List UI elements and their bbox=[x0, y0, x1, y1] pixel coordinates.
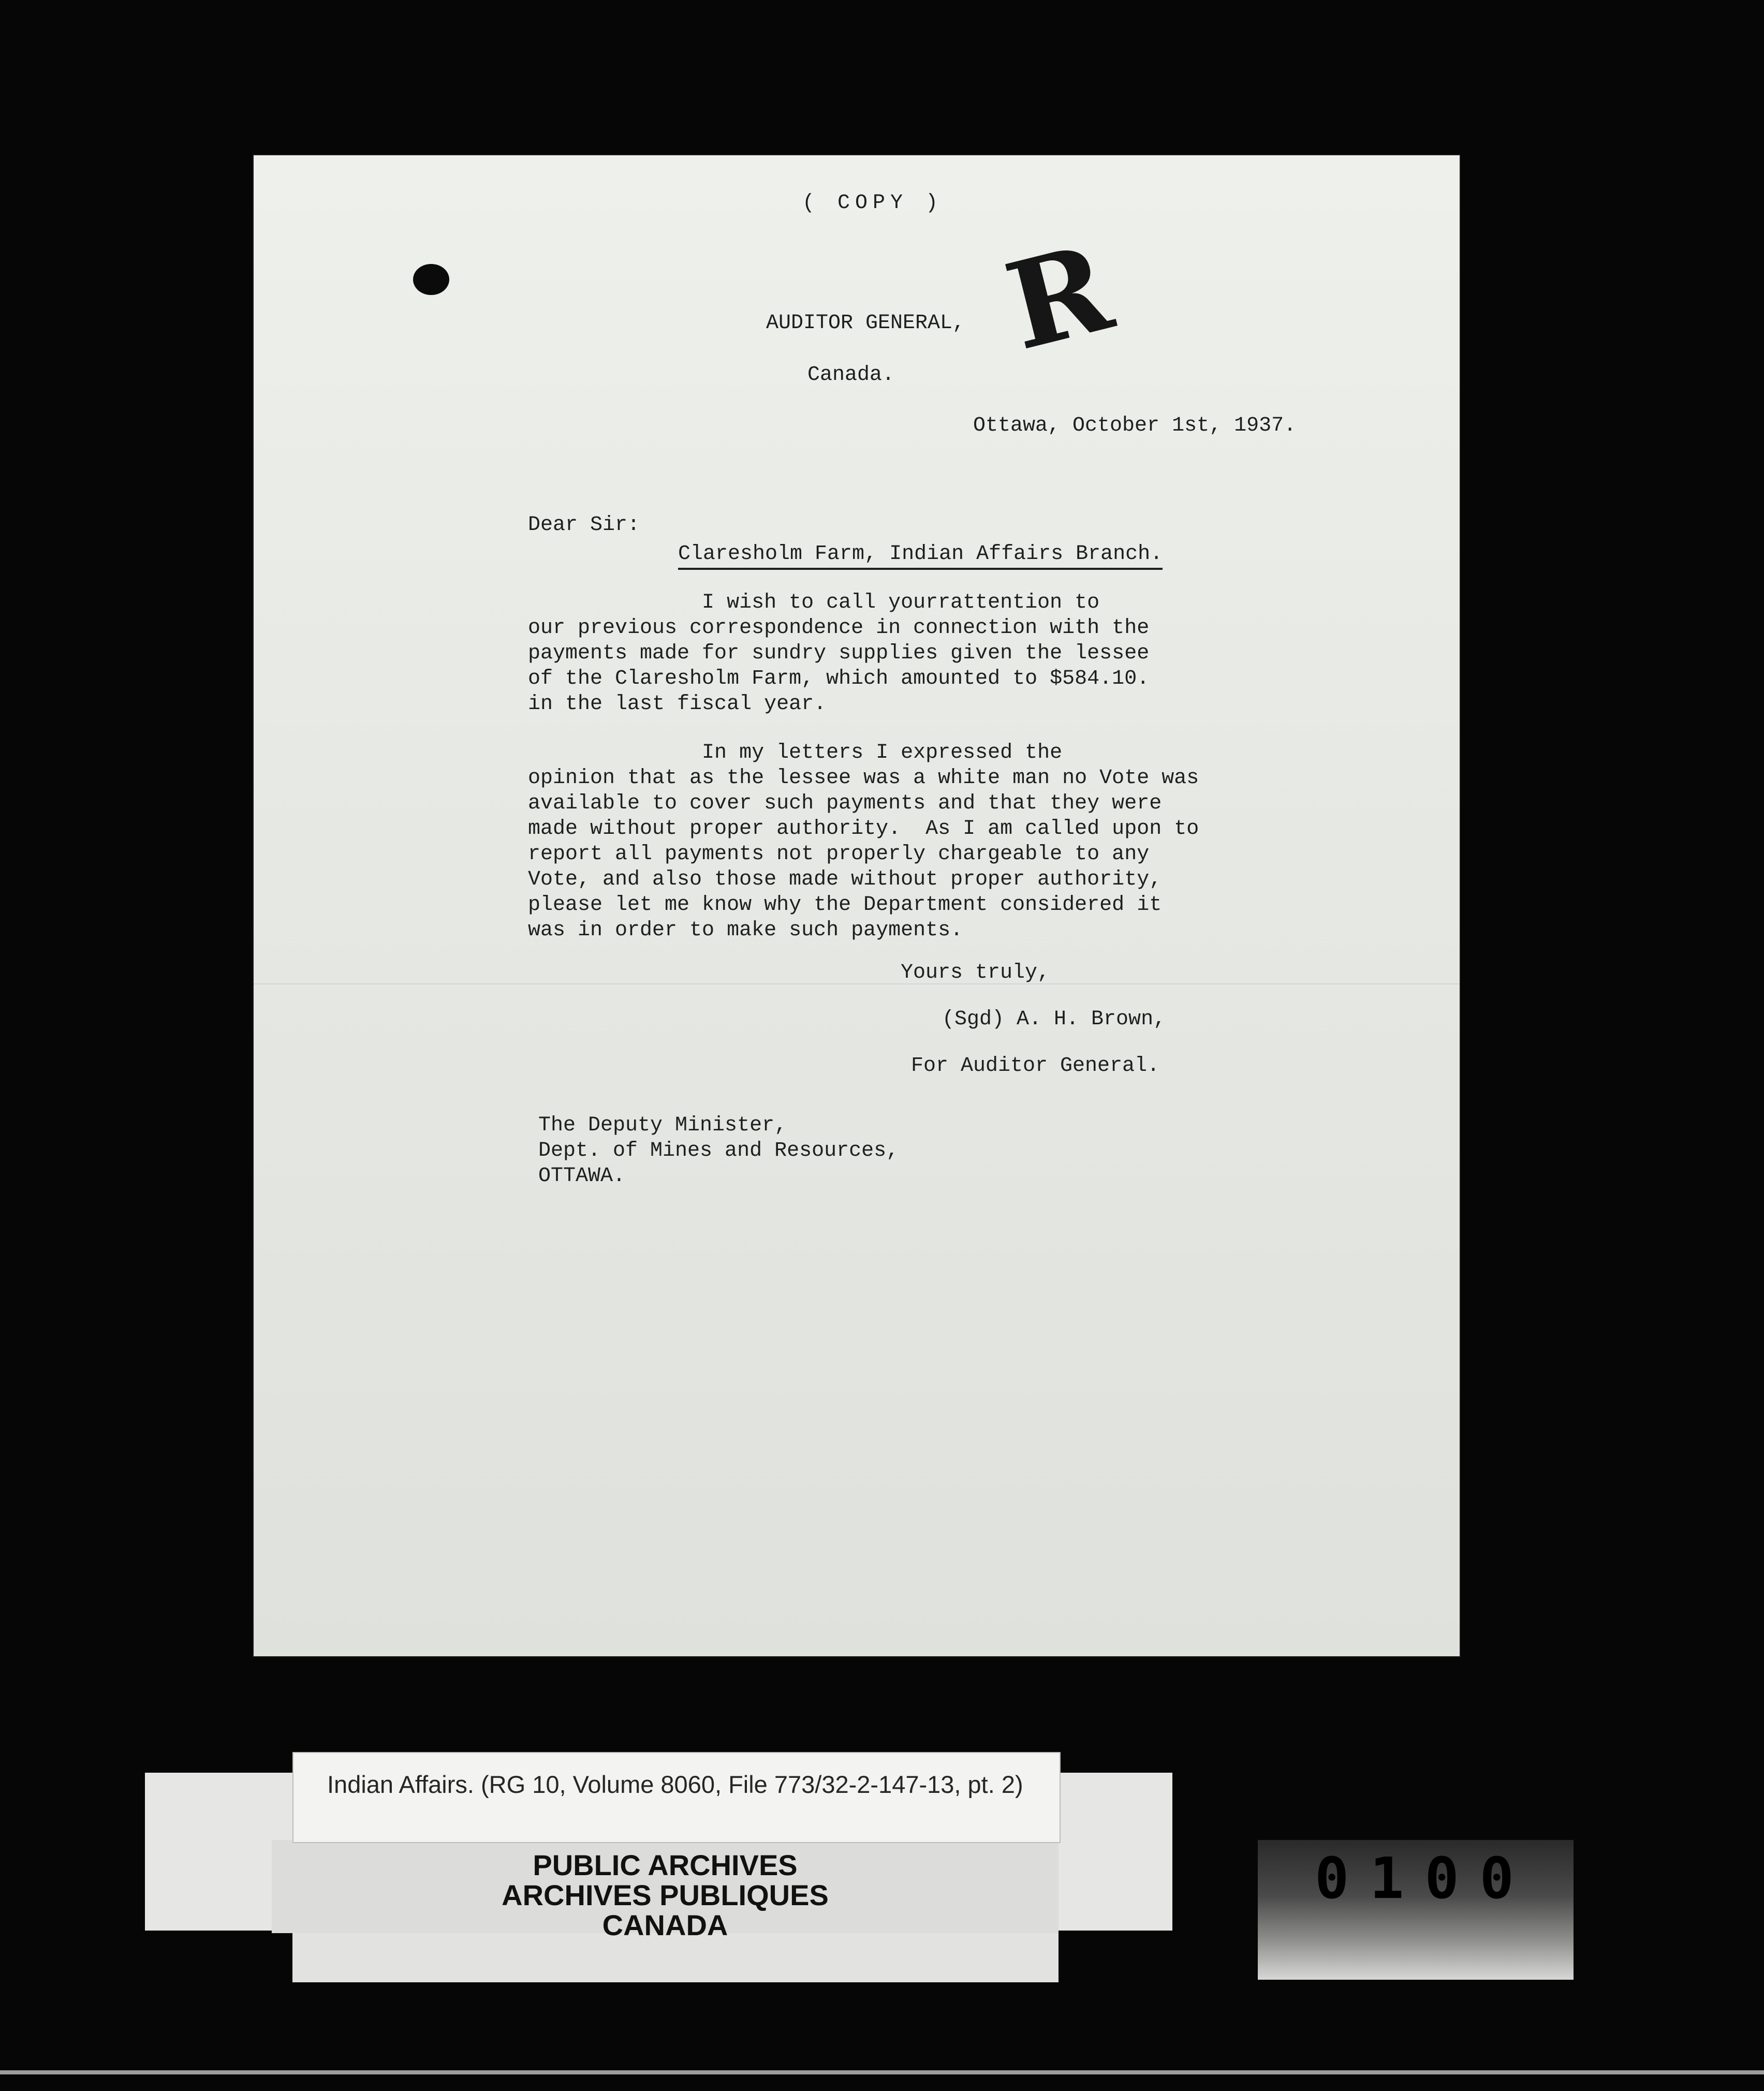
signature-title: For Auditor General. bbox=[911, 1054, 1160, 1078]
r-stamp: R bbox=[994, 217, 1124, 378]
closing: Yours truly, bbox=[901, 961, 1050, 984]
archive-reference: Indian Affairs. (RG 10, Volume 8060, File 773/32-2-147-13, pt. 2) bbox=[327, 1771, 1023, 1798]
salutation: Dear Sir: bbox=[528, 513, 640, 537]
archive-stamp bbox=[424, 1850, 906, 1940]
body-paragraph-1: I wish to call yourrattention to our previous correspondence in connection with the payments made for sundry supplies given the lessee of the Claresholm Farm, which amounted to $584.10. in the last fiscal year. bbox=[528, 591, 1150, 716]
film-edge-line bbox=[0, 2070, 1764, 2074]
subject-line: Claresholm Farm, Indian Affairs Branch. bbox=[678, 541, 1163, 570]
letter-sheet bbox=[254, 155, 1460, 1656]
frame-number: 0100 bbox=[1315, 1845, 1535, 1911]
archive-line-3: CANADA bbox=[602, 1909, 728, 1941]
signature: (Sgd) A. H. Brown, bbox=[942, 1008, 1166, 1031]
frame-number-plate bbox=[1258, 1840, 1574, 1980]
letter-date: Ottawa, October 1st, 1937. bbox=[973, 414, 1297, 437]
copy-mark: ( COPY ) bbox=[802, 192, 944, 215]
punch-hole bbox=[413, 264, 449, 295]
addressee-block: The Deputy Minister, Dept. of Mines and Resources, OTTAWA. bbox=[538, 1114, 899, 1188]
archive-line-2: ARCHIVES PUBLIQUES bbox=[502, 1879, 829, 1911]
sender-title: AUDITOR GENERAL, bbox=[766, 312, 965, 335]
sender-country: Canada. bbox=[807, 363, 895, 387]
archive-line-1: PUBLIC ARCHIVES bbox=[533, 1849, 798, 1881]
body-paragraph-2: In my letters I expressed the opinion that as the lessee was a white man no Vote was available to cover such payments and that they were made without proper authority. As I am called upon to report all payments not properly chargeable to any Vote, and also those made without proper authority, please let me know why the Department considered it was in order to make such payments. bbox=[528, 741, 1199, 942]
